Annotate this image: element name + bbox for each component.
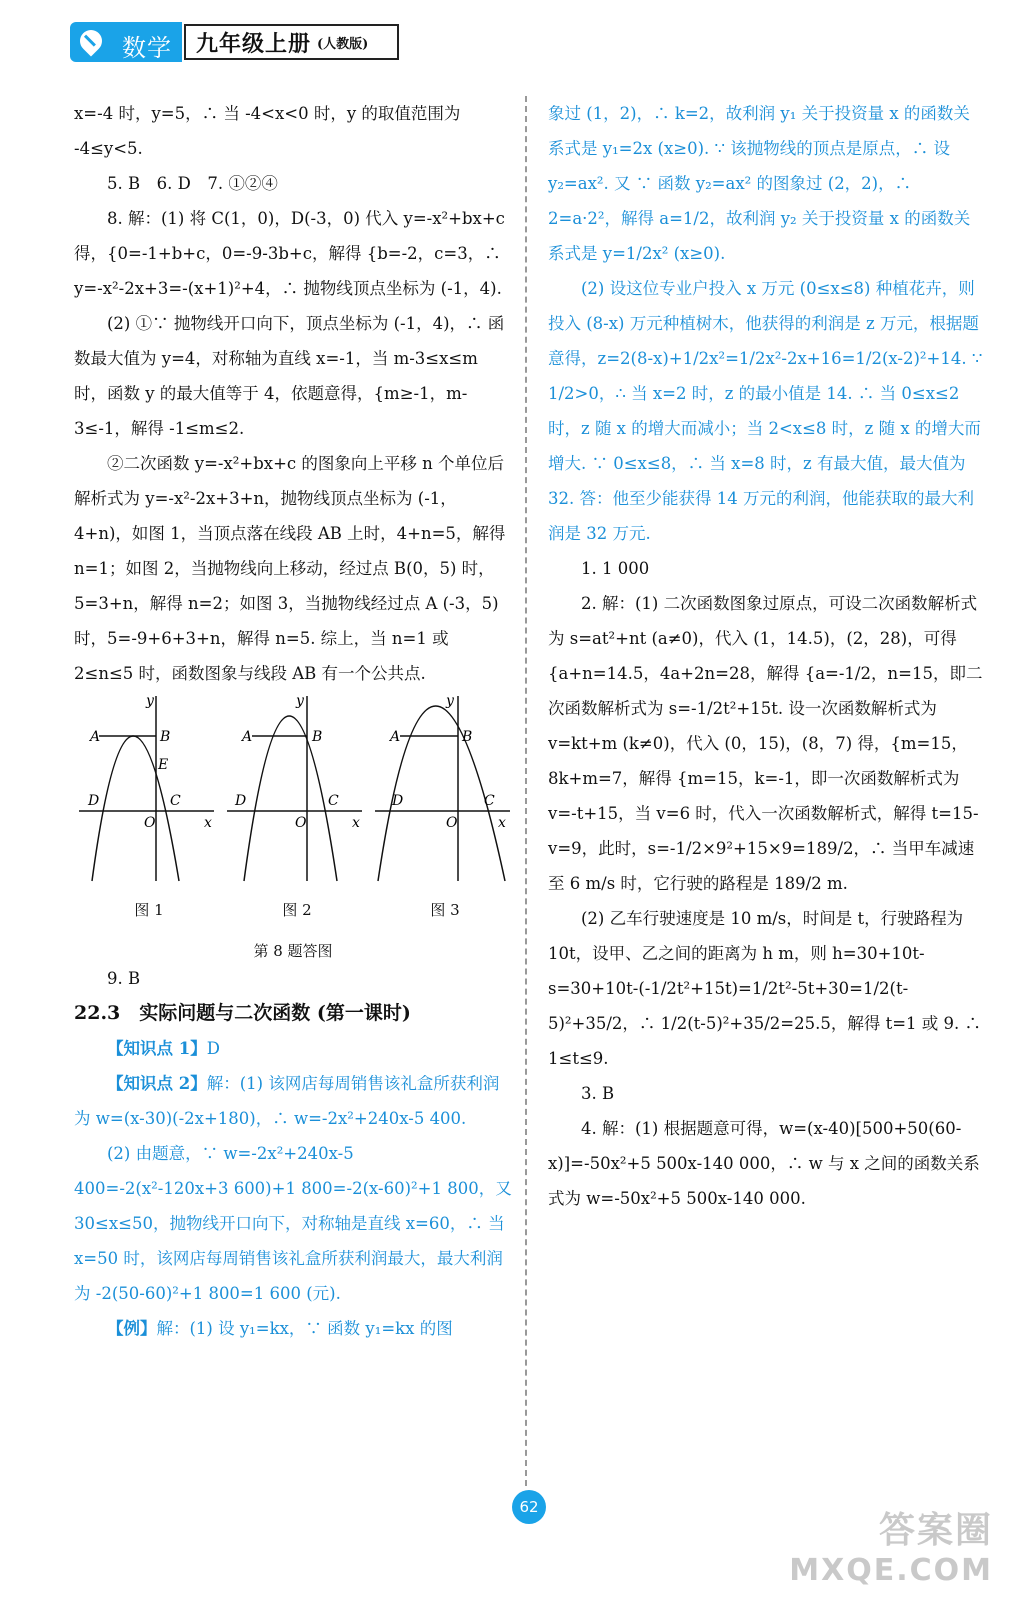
fig2-label-o: O <box>295 815 307 831</box>
answer-text: 8. 解：(1) 将 C(1，0)，D(-3，0) 代入 y=-x²+bx+c 得，{0=-1+b+c，0=-9-3b+c，解得 {b=-2，c=3，∴ y=-x²-2x+3=-(x+1)²+4，∴ 抛物线顶点坐标为 (-1，4). <box>74 209 505 298</box>
subject-label: 数学 <box>122 34 172 62</box>
fig3-label-d: D <box>392 793 404 809</box>
knowledge-tag: 【知识点 1】 <box>107 1039 207 1058</box>
knowledge-tag: 【知识点 2】 <box>107 1074 207 1093</box>
answer-text: ②二次函数 y=-x²+bx+c 的图象向上平移 n 个单位后解析式为 y=-x²-2x+3+n，抛物线顶点坐标为 (-1，4+n)，如图 1，当顶点落在线段 AB 上时，4+n=5，解得 n=1；如图 2，当抛物线向上移动，经过点 B(0，5) 时，5=3+n，解得 n=2；如图 3，当抛物线经过点 A (-3，5) 时，5=-9+6+3+n，解得 n=5. 综上，当 n=1 或 2≤n≤5 时，函数图象与线段 AB 有一个公共点. <box>74 454 506 683</box>
fig2-label-c: C <box>328 793 339 809</box>
watermark <box>789 1502 993 1588</box>
right-column <box>548 96 986 1216</box>
fig2-label-d: D <box>235 793 247 809</box>
answer-text: 9. B <box>107 969 141 988</box>
fig3-label-o: O <box>446 815 458 831</box>
figure-group <box>74 691 512 941</box>
figure-group-caption: 第 8 题答图 <box>253 942 333 960</box>
answer-text: (2) 乙车行驶速度是 10 m/s，时间是 t，行驶路程为 10t，设甲、乙之间的距离为 h m，则 h=30+10t-s=30+10t-(-1/2t²+15t)=1/2t²-5t+30=1/2(t-5)²+35/2，∴ 1/2(t-5)²+35/2=25.5，解得 t=1 或 9. ∴ 1≤t≤9. <box>548 909 982 1068</box>
answer-text: (2) ①∵ 抛物线开口向下，顶点坐标为 (-1，4)，∴ 函数最大值为 y=4，对称轴为直线 x=-1，当 m-3≤x≤m 时，函数 y 的最大值等于 4，依题意得，{m≥-1，m-3≤-1，解得 -1≤m≤2. <box>74 314 505 438</box>
parabola-figure-2 <box>222 691 372 886</box>
fig3-label-y: y <box>446 693 454 709</box>
edition-label: (人教版) <box>317 36 369 52</box>
answer-text: 1. 1 000 <box>581 559 650 578</box>
figure-2 <box>222 691 372 921</box>
knowledge-point-1 <box>74 1031 512 1066</box>
fig1-label-y: y <box>146 693 154 709</box>
knowledge-point-2 <box>74 1066 512 1136</box>
fig3-label-c: C <box>484 793 495 809</box>
example-tag: 【例】 <box>107 1319 157 1338</box>
fig1-label-c: C <box>170 793 181 809</box>
fig2-label-y: y <box>296 693 304 709</box>
figure-1 <box>74 691 224 921</box>
watermark-logo: 答案圈 <box>878 1510 993 1551</box>
leaf-icon <box>75 25 106 56</box>
answer-text: 2. 解：(1) 二次函数图象过原点，可设二次函数解析式为 s=at²+nt (a≠0)，代入 (1，14.5)，(2，28)，可得 {a+n=14.5，4a+2n=28，解得 {a=-1/2，n=15，即二次函数解析式为 s=-1/2t²+15t. 设一次函数解析式为 v=kt+m (k≠0)，代入 (0，15)，(8，7) 得，{m=15，8k+m=7，解得 {m=15，k=-1，即一次函数解析式为 v=-t+15，当 v=6 时，代入一次函数解析式，解得 t=15-v=9，此时，s=-1/2×9²+15×9=189/2，∴ 当甲车减速至 6 m/s 时，它行驶的路程是 189/2 m. <box>548 594 983 893</box>
knowledge-text: 解：(1) 该网店每周销售该礼盒所获利润为 w=(x-30)(-2x+180)，∴ w=-2x²+240x-5 400. <box>74 1074 500 1128</box>
page-number: 62 <box>512 1490 546 1524</box>
knowledge-answer: D <box>206 1039 220 1058</box>
fig3-label-a: A <box>390 729 401 745</box>
fig3-label-x: x <box>498 815 506 831</box>
fig2-label-b: B <box>312 729 323 745</box>
parabola-figure-3 <box>370 691 520 886</box>
fig3-label-b: B <box>462 729 473 745</box>
left-column <box>74 96 512 1346</box>
fig1-label-b: B <box>160 729 171 745</box>
answer-text: 3. B <box>581 1084 615 1103</box>
figure-2-caption: 图 2 <box>282 901 312 919</box>
watermark-url: MXQE.COM <box>789 1553 993 1588</box>
fig1-label-o: O <box>144 815 156 831</box>
subject-tab <box>70 22 182 62</box>
column-divider <box>525 96 527 1486</box>
fig1-label-a: A <box>90 729 101 745</box>
grade-box <box>184 24 399 60</box>
figure-3 <box>370 691 520 921</box>
fig1-label-e: E <box>158 757 169 773</box>
grade-label: 九年级上册 <box>196 30 312 57</box>
fig2-label-x: x <box>352 815 360 831</box>
figure-3-caption: 图 3 <box>430 901 460 919</box>
answer-text: 象过 (1，2)，∴ k=2，故利润 y₁ 关于投资量 x 的函数关系式是 y₁=2x (x≥0). ∵ 该抛物线的顶点是原点，∴ 设 y₂=ax². 又 ∵ 函数 y₂=ax² 的图象过 (2，2)，∴ 2=a·2²，解得 a=1/2，故利润 y₂ 关于投资量 x 的函数关系式是 y=1/2x² (x≥0). <box>548 104 971 263</box>
parabola-figure-1 <box>74 691 224 886</box>
answer-text: (2) 设这位专业户投入 x 万元 (0≤x≤8) 种植花卉，则投入 (8-x) 万元种植树木，他获得的利润是 z 万元，根据题意得，z=2(8-x)+1/2x²=1/2x²-2x+16=1/2(x-2)²+14. ∵ 1/2>0，∴ 当 x=2 时，z 的最小值是 14. ∴ 当 0≤x≤2 时，z 随 x 的增大而减小；当 2<x≤8 时，z 随 x 的增大而增大. ∵ 0≤x≤8，∴ 当 x=8 时，z 有最大值，最大值为 32. 答：他至少能获得 14 万元的利润，他能获取的最大利润是 32 万元. <box>548 279 983 543</box>
example-text: 解：(1) 设 y₁=kx，∵ 函数 y₁=kx 的图 <box>156 1319 453 1338</box>
fig1-label-d: D <box>88 793 100 809</box>
answer-text: (2) 由题意，∵ w=-2x²+240x-5 400=-2(x²-120x+3 600)+1 800=-2(x-60)²+1 800，又 30≤x≤50，抛物线开口向下，对称轴是直线 x=60，∴ 当 x=50 时，该网店每周销售该礼盒所获利润最大，最大利润为 -2(50-60)²+1 800=1 600 (元). <box>74 1144 512 1303</box>
section-title: 22.3 实际问题与二次函数 (第一课时) <box>74 1002 411 1024</box>
page-header <box>70 18 402 68</box>
figure-1-caption: 图 1 <box>134 901 164 919</box>
answer-text: 4. 解：(1) 根据题意可得，w=(x-40)[500+50(60-x)]=-50x²+5 500x-140 000，∴ w 与 x 之间的函数关系式为 w=-50x²+5 500x-140 000. <box>548 1119 980 1208</box>
answer-text: x=-4 时，y=5，∴ 当 -4<x<0 时，y 的取值范围为 -4≤y<5. <box>74 104 461 158</box>
fig1-label-x: x <box>204 815 212 831</box>
answer-text: 5. B 6. D 7. ①②④ <box>107 174 278 193</box>
fig2-label-a: A <box>242 729 253 745</box>
example-block <box>74 1311 512 1346</box>
